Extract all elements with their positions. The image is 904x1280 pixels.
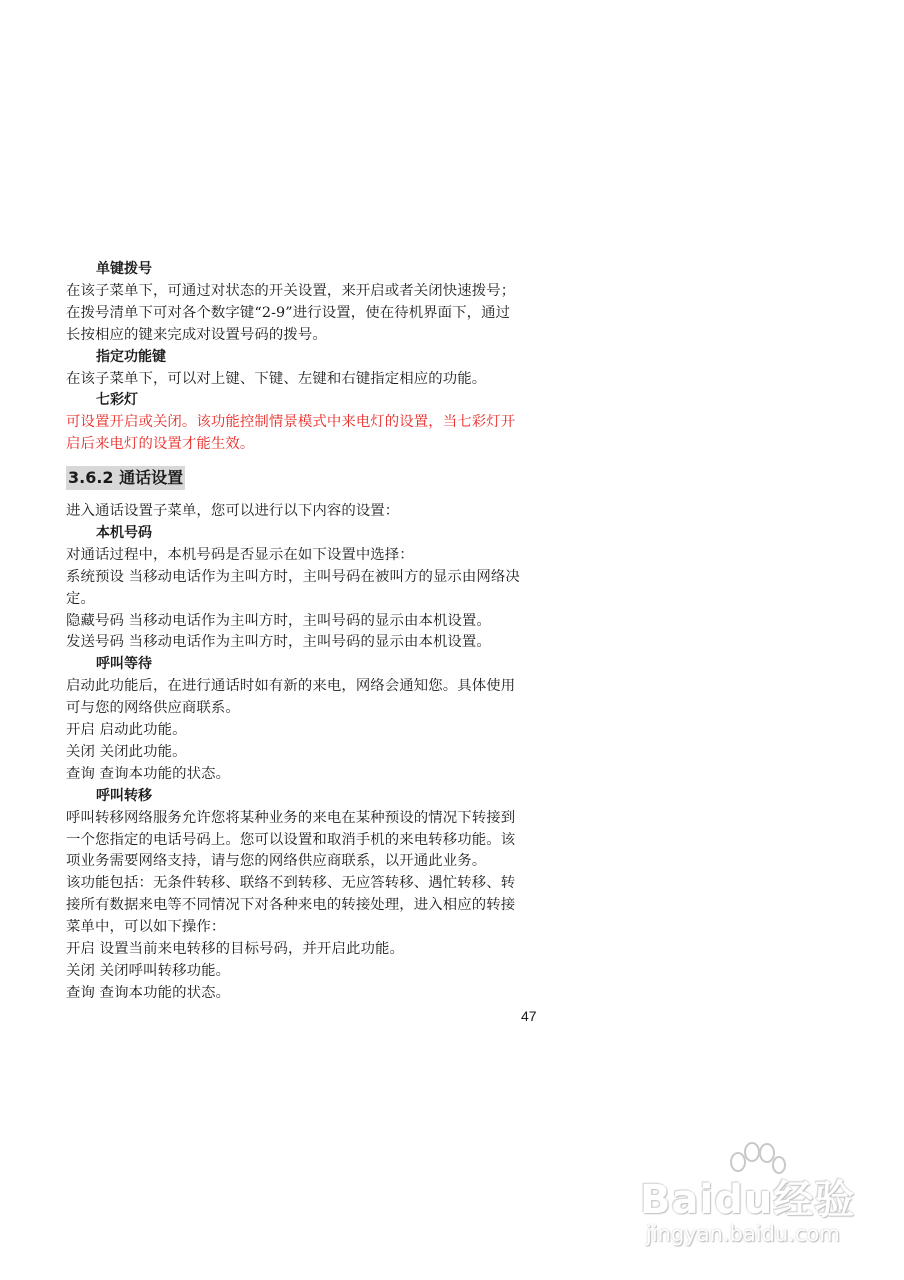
text-line: 查询 查询本功能的状态。 xyxy=(66,765,231,782)
text-line: 该功能包括：无条件转移、联络不到转移、无应答转移、遇忙转移、转 xyxy=(66,875,516,892)
baidu-watermark xyxy=(640,1140,880,1250)
watermark-url: jingyan.baidu.com xyxy=(646,1222,840,1246)
text-line: 进入通话设置子菜单，您可以进行以下内容的设置： xyxy=(66,503,400,519)
text-line: 接所有数据来电等不同情况下对各种来电的转接处理，进入相应的转接 xyxy=(66,897,516,914)
text-line: 一个您指定的电话号码上。您可以设置和取消手机的来电转移功能。该 xyxy=(66,831,516,848)
text-line: 呼叫转移网络服务允许您将某种业务的来电在某种预设的情况下转接到 xyxy=(66,809,516,826)
highlight-line: 可设置开启或关闭。该功能控制情景模式中来电灯的设置，当七彩灯开 xyxy=(66,414,516,431)
subheading: 呼叫转移 xyxy=(96,787,152,804)
text-line: 系统预设 当移动电话作为主叫方时，主叫号码在被叫方的显示由网络决 xyxy=(66,568,520,585)
text-line: 定。 xyxy=(66,590,95,607)
highlight-line: 启后来电灯的设置才能生效。 xyxy=(66,436,255,453)
section-heading: 3.6.2 通话设置 xyxy=(66,466,185,490)
text-line: 启动此功能后，在进行通话时如有新的来电，网络会通知您。具体使用 xyxy=(66,678,516,695)
text-line: 发送号码 当移动电话作为主叫方时，主叫号码的显示由本机设置。 xyxy=(66,634,491,651)
text-line: 长按相应的键来完成对设置号码的拨号。 xyxy=(66,326,327,343)
text-line: 可与您的网络供应商联系。 xyxy=(66,700,240,717)
text-line: 项业务需要网络支持，请与您的网络供应商联系，以开通此业务。 xyxy=(66,853,487,870)
subheading: 指定功能键 xyxy=(96,348,166,365)
subheading: 单键拨号 xyxy=(96,261,152,277)
text-line: 开启 启动此功能。 xyxy=(66,722,187,738)
text-line: 关闭 关闭呼叫转移功能。 xyxy=(66,962,231,979)
subheading: 七彩灯 xyxy=(96,392,138,409)
text-line: 在拨号清单下可对各个数字键“2-9”进行设置，使在待机界面下，通过 xyxy=(66,304,511,321)
page-number: 47 xyxy=(521,1008,537,1024)
text-line: 在该子菜单下，可以对上键、下键、左键和右键指定相应的功能。 xyxy=(66,370,487,387)
text-line: 关闭 关闭此功能。 xyxy=(66,743,187,760)
subheading: 本机号码 xyxy=(96,524,152,541)
text-line: 开启 设置当前来电转移的目标号码，并开启此功能。 xyxy=(66,941,404,957)
text-line: 隐藏号码 当移动电话作为主叫方时，主叫号码的显示由本机设置。 xyxy=(66,612,491,629)
text-line: 对通话过程中，本机号码是否显示在如下设置中选择： xyxy=(66,546,414,563)
subheading: 呼叫等待 xyxy=(96,656,152,673)
text-line: 查询 查询本功能的状态。 xyxy=(66,984,231,1001)
text-line: 菜单中，可以如下操作： xyxy=(66,919,226,936)
text-line: 在该子菜单下，可通过对状态的开关设置，来开启或者关闭快速拨号； xyxy=(66,282,516,299)
watermark-brand: Baidu经验 xyxy=(640,1177,856,1223)
